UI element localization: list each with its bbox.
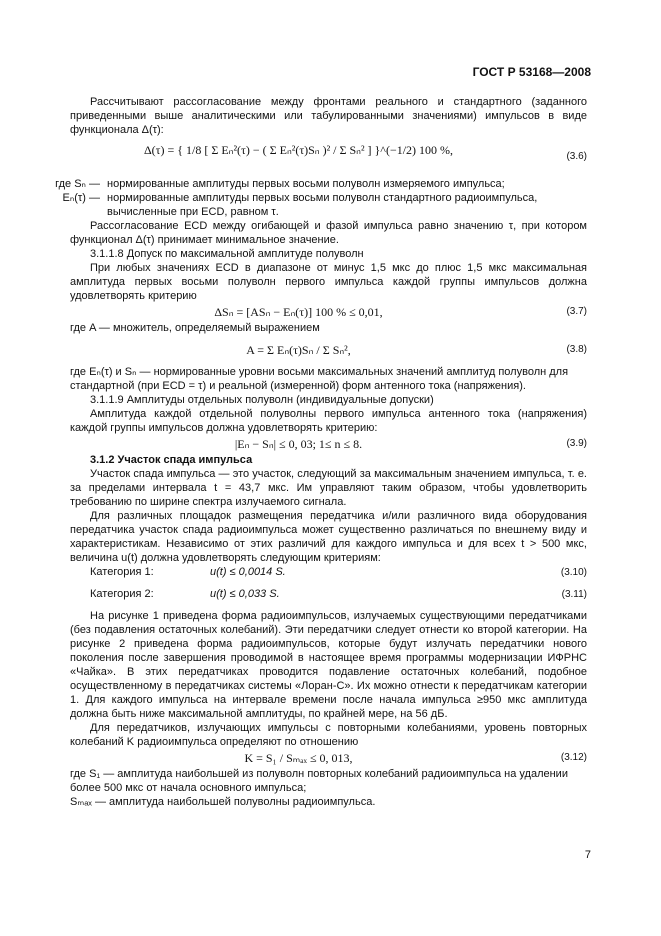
definition — [62, 191, 587, 219]
equation-number: (3.11) — [561, 589, 587, 600]
definition-term: Sₘₐₓ — — [70, 796, 106, 808]
paragraph: где A — множитель, определяемый выражением — [70, 322, 320, 334]
formula-3-9 — [70, 435, 587, 453]
section-heading: 3.1.2 Участок спада импульса — [90, 454, 253, 466]
body-text — [55, 95, 587, 809]
definition-text: амплитуда наибольшей полуволны радиоимпульса. — [109, 796, 376, 808]
equation-number: (3.8) — [566, 344, 587, 355]
formula-body — [70, 143, 527, 157]
paragraph: На рисунке 1 приведена форма радиоимпульсов, излучаемых существующими передатчиками (без подавления остаточных колебаний). Эти передатчики следует отнести ко второй категории. На рисунке 2 приведена форма радиоимпульсов, которые будут излучать передатчики нового поколения после завершения проводимой в настоящее время программы модернизации ИФРНС «Чайка». В этих передатчиках проводится подавление остаточных колебаний, подобное осуществленному в передатчиках системы «Лоран-С». Их можно отнести к передатчикам категории 1. Для каждого импульса на интервале времени после начала импульса ≥950 мкс амплитуда должна быть ниже максимальной амплитуды, по крайней мере, на 56 дБ. — [70, 610, 587, 720]
category-label: Категория 2: — [90, 588, 154, 600]
definition-term: где S₁ — — [70, 768, 115, 780]
paragraph: Рассчитывают рассогласование между фронтами реального и стандартного (заданного приведенными выше аналитическими или табулированными значениями) импульсов в виде функционала Δ(τ): — [70, 96, 587, 136]
formula-lhs: Δ(τ) = — [143, 143, 175, 157]
definition-term: где Eₙ(τ) и Sₙ — — [70, 366, 151, 378]
formula-expression: K = S₁ / Sₘₐₓ ≤ 0, 013, — [244, 751, 353, 765]
definition — [55, 177, 587, 191]
definition — [70, 365, 587, 393]
formula-3-7 — [70, 303, 587, 321]
page-number: 7 — [584, 849, 591, 861]
equation-number: (3.7) — [566, 306, 587, 317]
paragraph: При любых значениях ECD в диапазоне от минус 1,5 мкс до плюс 1,5 мкс максимальная амплитуда первых восьми полуволн первого импульса каждой группы импульсов должна удовлетворять критерию — [70, 262, 587, 302]
section-heading: 3.1.1.8 Допуск по максимальной амплитуде полуволн — [90, 248, 364, 260]
equation-number: (3.6) — [566, 151, 587, 162]
category-value: u(t) ≤ 0,0014 S. — [210, 566, 286, 578]
paragraph: Рассогласование ECD между огибающей и фазой импульса равно значению τ, при котором функционал Δ(τ) принимает минимальное значение. — [70, 220, 587, 246]
formula-expression: |Eₙ − Sₙ| ≤ 0, 03; 1≤ n ≤ 8. — [234, 437, 363, 451]
definition-text: нормированные амплитуды первых восьми полуволн стандартного радиоимпульса, вычисленные при ECD, равном τ. — [107, 192, 538, 218]
paragraph: Для передатчиков, излучающих импульсы с повторными колебаниями, уровень повторных колебаний K радиоимпульса определяют по отношению — [70, 722, 587, 748]
definition-text: нормированные уровни восьми максимальных значений амплитуд полуволн для стандартной (при ECD = τ) и реальной (измеренной) форм антенного тока (напряжения). — [70, 366, 569, 392]
category-label: Категория 1: — [90, 566, 154, 578]
paragraph: Для различных площадок размещения передатчика и/или различного вида оборудования передатчика участок спада радиоимпульса может существенно различаться по внешнему виду и характеристикам. Независимо от этих различий для каждого импульса и для всех t > 500 мкс, величина u(t) должна удовлетворять следующим критериям: — [70, 510, 587, 564]
category-row — [70, 565, 587, 587]
document-id: ГОСТ Р 53168—2008 — [472, 65, 591, 79]
formula-expression: A = Σ Eₙ(τ)Sₙ / Σ Sₙ², — [246, 343, 351, 357]
formula-expression: ΔSₙ = [ASₙ − Eₙ(τ)] 100 % ≤ 0,01, — [214, 305, 383, 319]
formula-3-12 — [70, 749, 587, 767]
paragraph: Участок спада импульса — это участок, следующий за максимальным значением импульса, т. е. за пределами интервала t = 43,7 мкс. Им управляют таким образом, чтобы удовлетворить требованию по ширине спектра излучаемого сигнала. — [70, 468, 587, 508]
definition — [70, 767, 587, 795]
formula-expression: { 1/8 [ Σ Eₙ²(τ) − ( Σ Eₙ²(τ)Sₙ )² / Σ Sₙ² ] }^(−1/2) 100 %, — [177, 143, 454, 157]
definition-term: где Sₙ — — [55, 178, 100, 190]
section-heading: 3.1.1.9 Амплитуды отдельных полуволн (индивидуальные допуски) — [90, 394, 434, 406]
formula-3-8 — [70, 335, 587, 365]
equation-number: (3.9) — [566, 438, 587, 449]
formula-3-6 — [70, 137, 587, 177]
definition-text: амплитуда наибольшей из полуволн повторных колебаний радиоимпульса на удалении более 500 мкс от начала основного импульса; — [70, 768, 568, 794]
equation-number: (3.10) — [560, 567, 587, 578]
definition-term: Eₙ(τ) — — [62, 192, 100, 204]
category-value: u(t) ≤ 0,033 S. — [210, 588, 280, 600]
definition-text: нормированные амплитуды первых восьми полуволн измеряемого импульса; — [107, 178, 505, 190]
paragraph: Амплитуда каждой отдельной полуволны первого импульса антенного тока (напряжения) каждой группы импульсов должна удовлетворять критерию: — [70, 408, 587, 434]
equation-number: (3.12) — [560, 752, 587, 763]
definition — [70, 795, 587, 809]
category-row — [70, 587, 587, 609]
